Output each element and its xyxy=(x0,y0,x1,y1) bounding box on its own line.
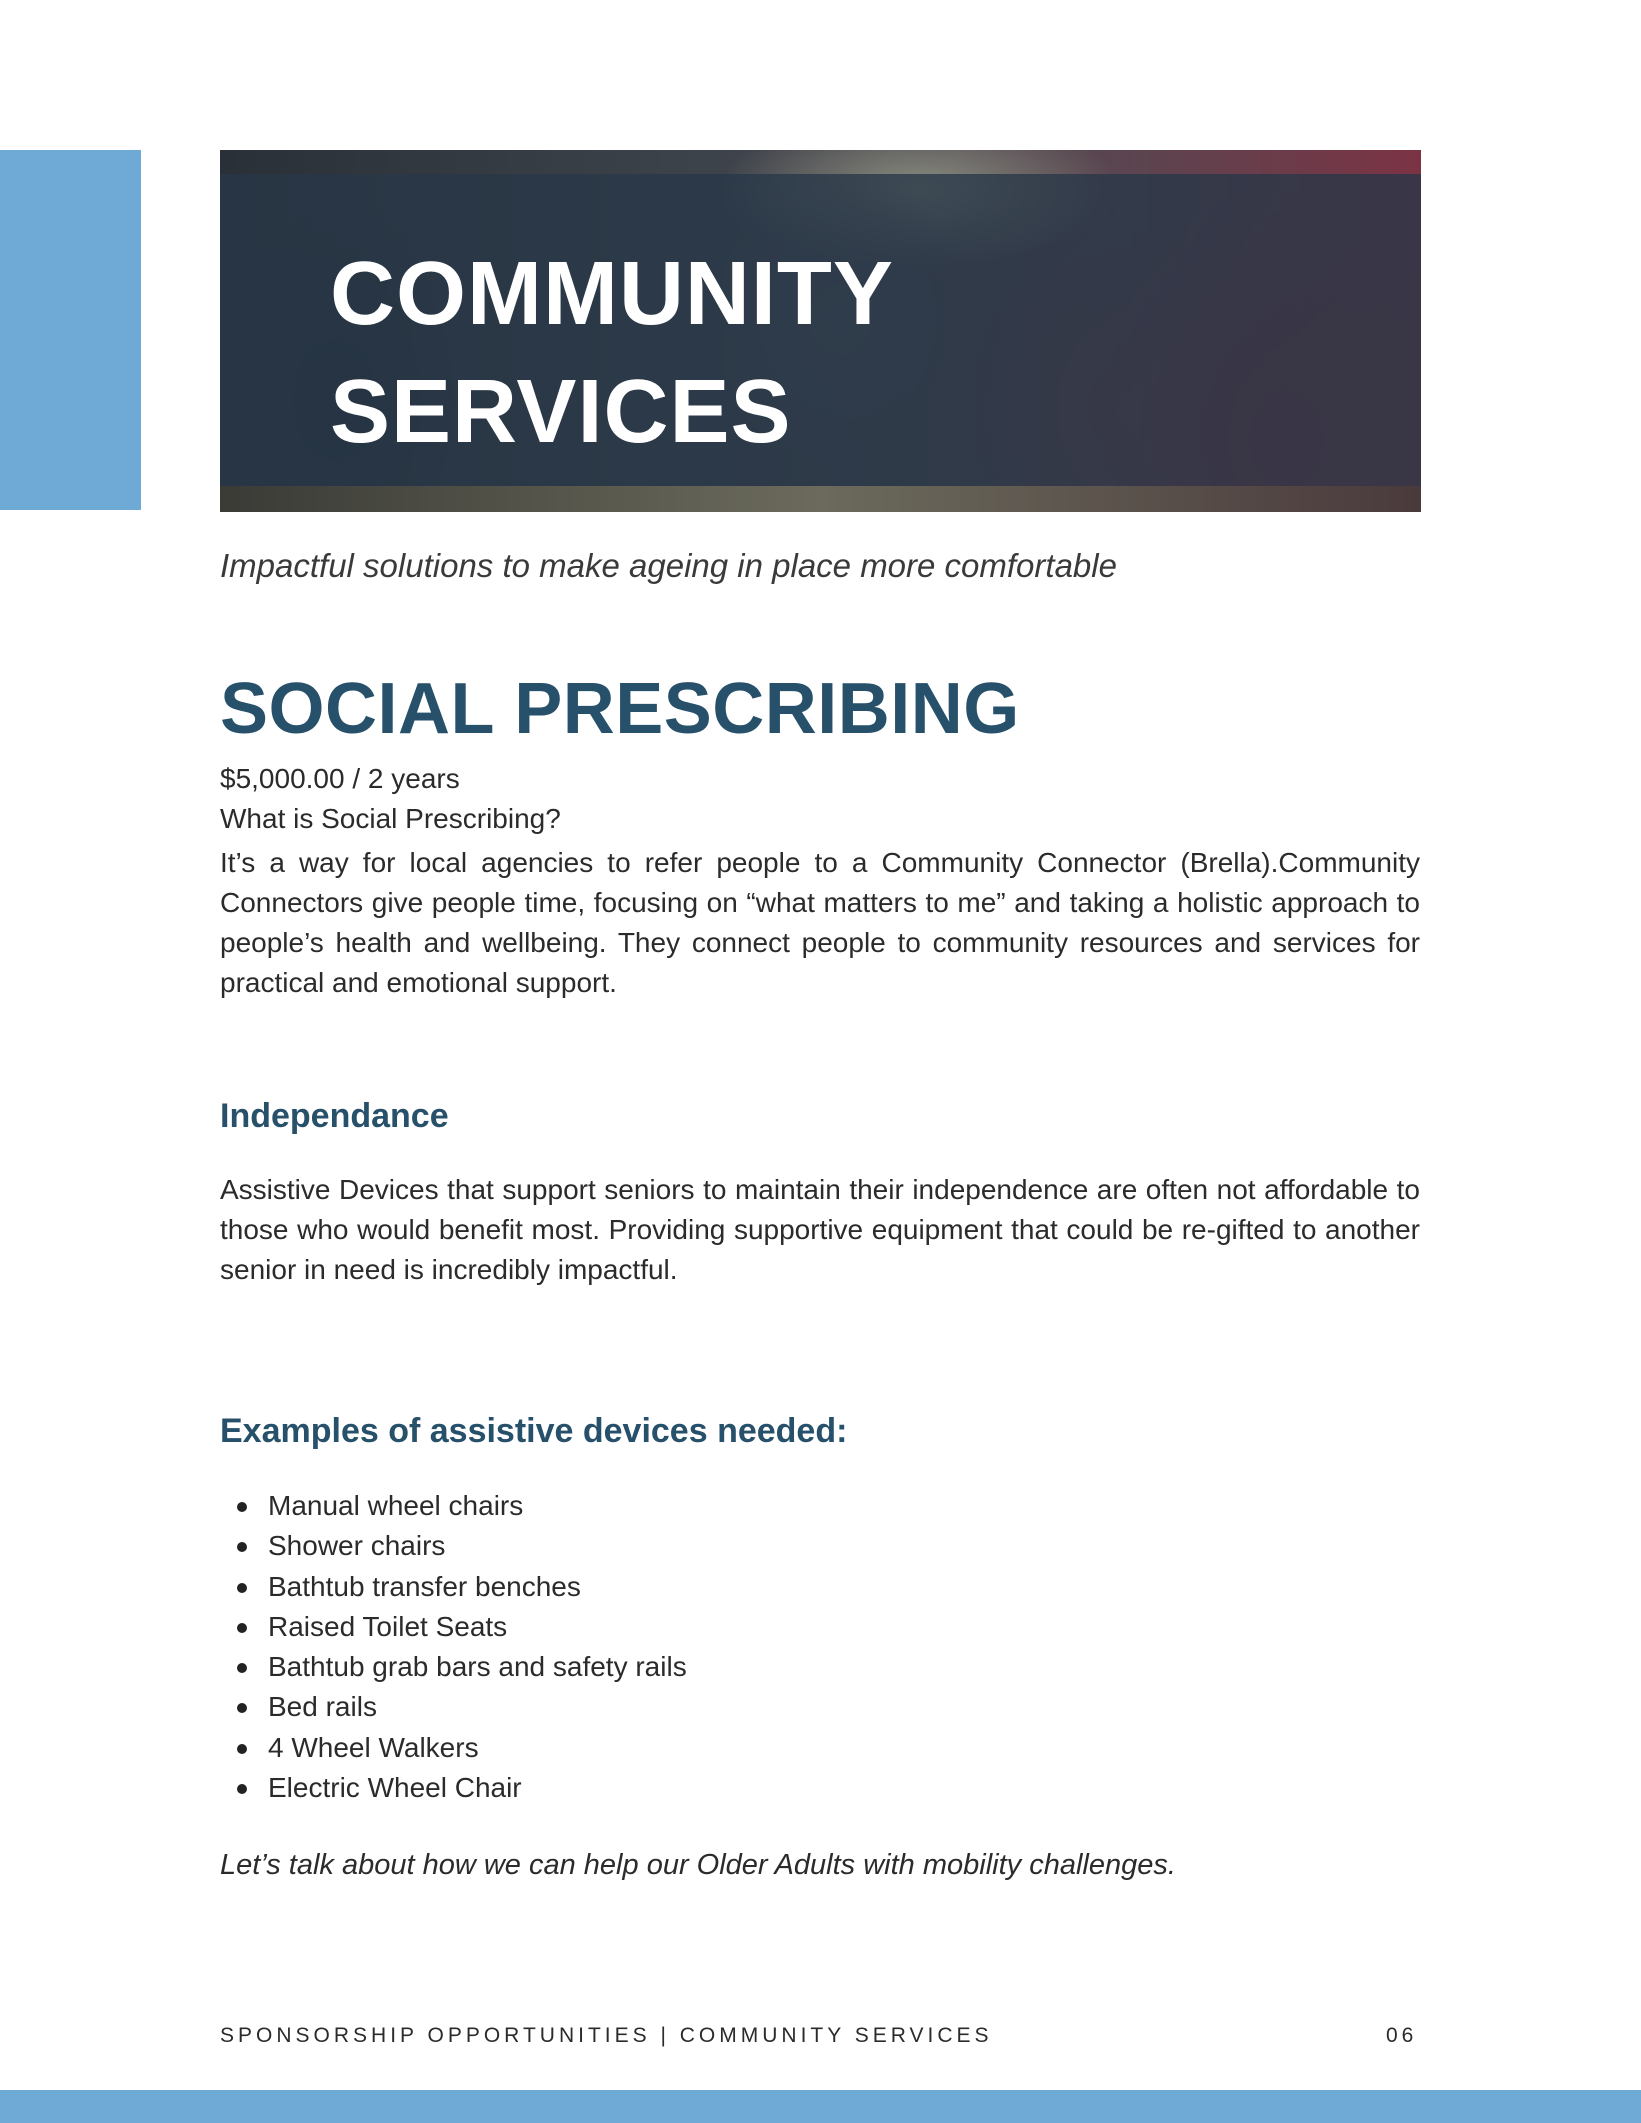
list-item xyxy=(220,1526,687,1566)
bullet-icon xyxy=(237,1583,247,1593)
independance-heading: Independance xyxy=(220,1097,449,1135)
list-item-label: Bed rails xyxy=(268,1691,377,1723)
list-item xyxy=(220,1486,687,1526)
social-prescribing-description: It’s a way for local agencies to refer people to a Community Connector (Brella).Community Connectors give people time, focusing on “what matters to me” and taking a holistic approach to people’s health and wellbeing. They connect people to community resources and services for practical and emotional support. xyxy=(220,847,1420,998)
section-title-social-prescribing: SOCIAL PRESCRIBING xyxy=(220,669,1020,749)
bullet-icon xyxy=(237,1623,247,1633)
hero-banner xyxy=(220,150,1421,512)
list-item-label: 4 Wheel Walkers xyxy=(268,1731,479,1763)
page-title: COMMUNITY SERVICES xyxy=(330,244,894,462)
tagline: Impactful solutions to make ageing in place more comfortable xyxy=(220,547,1117,584)
bullet-icon xyxy=(237,1784,247,1794)
list-item xyxy=(220,1567,687,1607)
question-label: What is Social Prescribing? xyxy=(220,803,561,834)
bullet-icon xyxy=(237,1542,247,1552)
bottom-accent-bar xyxy=(0,2090,1641,2123)
bullet-icon xyxy=(237,1703,247,1713)
list-item xyxy=(220,1647,687,1687)
device-list xyxy=(220,1486,687,1808)
list-item xyxy=(220,1728,687,1768)
list-item-label: Manual wheel chairs xyxy=(268,1490,524,1521)
bullet-icon xyxy=(237,1502,247,1512)
hero-photo-strip xyxy=(220,486,1421,512)
examples-heading: Examples of assistive devices needed: xyxy=(220,1412,848,1450)
closing-statement: Let’s talk about how we can help our Older Adults with mobility challenges. xyxy=(220,1849,1176,1881)
bullet-icon xyxy=(237,1744,247,1754)
footer-label: SPONSORSHIP OPPORTUNITIES | COMMUNITY SERVICES xyxy=(220,2024,993,2047)
list-item-label: Bathtub grab bars and safety rails xyxy=(268,1651,687,1683)
list-item-label: Bathtub transfer benches xyxy=(268,1570,581,1602)
price-label: $5,000.00 / 2 years xyxy=(220,763,460,794)
page-number: 06 xyxy=(1386,2024,1418,2047)
independance-description: Assistive Devices that support seniors to maintain their independence are often not affordable to those who would benefit most. Providing supportive equipment that could be re-gifted to another senior in need is incredibly impactful. xyxy=(220,1174,1420,1285)
list-item-label: Shower chairs xyxy=(268,1530,446,1562)
list-item-label: Raised Toilet Seats xyxy=(268,1610,508,1642)
list-item xyxy=(220,1768,687,1808)
side-accent-bar xyxy=(0,150,141,510)
bullet-icon xyxy=(237,1663,247,1673)
list-item xyxy=(220,1607,687,1647)
list-item-label: Electric Wheel Chair xyxy=(268,1772,522,1804)
list-item xyxy=(220,1687,687,1727)
